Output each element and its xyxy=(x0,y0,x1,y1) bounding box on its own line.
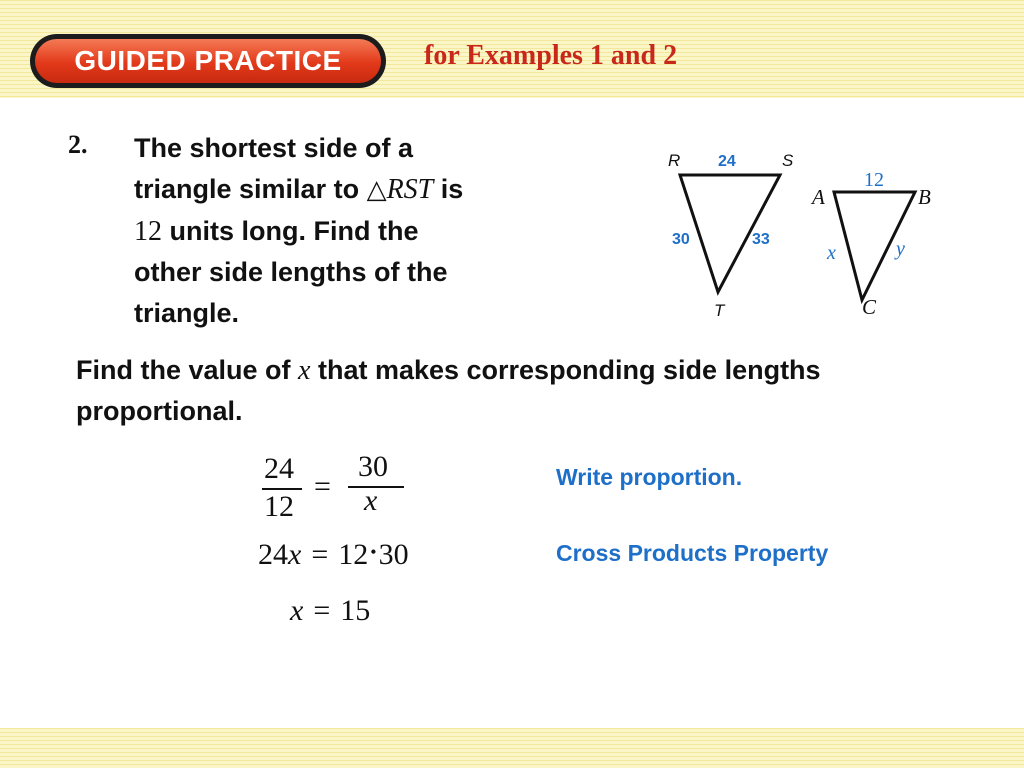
side-ab-label: 12 xyxy=(864,169,884,191)
vertex-b: B xyxy=(918,185,931,209)
step2-lhs-variable: x xyxy=(288,538,302,571)
step1-note: Write proportion. xyxy=(556,464,743,490)
problem-number: 2. xyxy=(68,130,88,159)
triangle-name: RST xyxy=(386,174,434,205)
problem-line-5: triangle. xyxy=(134,298,240,328)
problem-line-2-post: is xyxy=(433,174,464,204)
step1-left-denominator: 12 xyxy=(264,490,294,523)
step2-factor-a: 12 xyxy=(338,538,369,571)
vertex-s: S xyxy=(782,151,794,170)
step3-variable: x xyxy=(290,594,304,627)
step3-expression xyxy=(290,594,370,628)
step2-note: Cross Products Property xyxy=(556,540,829,566)
step2-lhs-coefficient: 24 xyxy=(258,538,288,571)
guided-practice-label: GUIDED PRACTICE xyxy=(35,39,381,83)
problem-line-4: other side lengths of the xyxy=(134,257,448,287)
problem-text xyxy=(134,128,574,334)
step1-right-numerator: 30 xyxy=(358,450,388,483)
prompt-variable: x xyxy=(298,355,311,386)
side-rt-label: 30 xyxy=(672,231,690,248)
problem-line-3-rest: units long. Find the xyxy=(162,216,419,246)
side-st-label: 33 xyxy=(752,231,770,248)
step1-equals: = xyxy=(314,470,331,503)
side-rs-label: 24 xyxy=(718,153,736,170)
side-ac-label: x xyxy=(827,242,836,264)
shortest-side-value: 12 xyxy=(134,216,162,247)
prompt-post: that makes corresponding side lengths proportional. xyxy=(76,355,821,426)
problem-line-2 xyxy=(134,169,574,211)
guided-practice-badge xyxy=(30,34,386,88)
prompt-pre: Find the value of xyxy=(76,355,299,385)
side-bc-label: y xyxy=(896,238,905,260)
step1-left-numerator: 24 xyxy=(264,452,294,485)
vertex-t: T xyxy=(714,301,725,320)
problem-line-3 xyxy=(134,211,574,252)
vertex-a: A xyxy=(812,185,825,209)
step2-factor-b: 30 xyxy=(378,538,409,571)
step1-right-denominator: x xyxy=(364,484,378,517)
footer-band xyxy=(0,728,1024,768)
step3-value: 15 xyxy=(340,594,371,627)
triangle-symbol: △ xyxy=(366,175,387,205)
examples-subtitle: for Examples 1 and 2 xyxy=(424,40,678,71)
step2-dot: • xyxy=(370,542,377,562)
proportion-prompt xyxy=(76,350,936,431)
vertex-c: C xyxy=(862,295,877,319)
step2-expression xyxy=(258,538,409,572)
problem-line-2-pre: triangle similar to xyxy=(134,174,367,204)
step2-equals: = xyxy=(311,538,329,571)
triangles-figure xyxy=(650,140,950,330)
vertex-r: R xyxy=(668,151,681,170)
step3-equals: = xyxy=(313,594,331,627)
problem-line-1: The shortest side of a xyxy=(134,133,414,163)
